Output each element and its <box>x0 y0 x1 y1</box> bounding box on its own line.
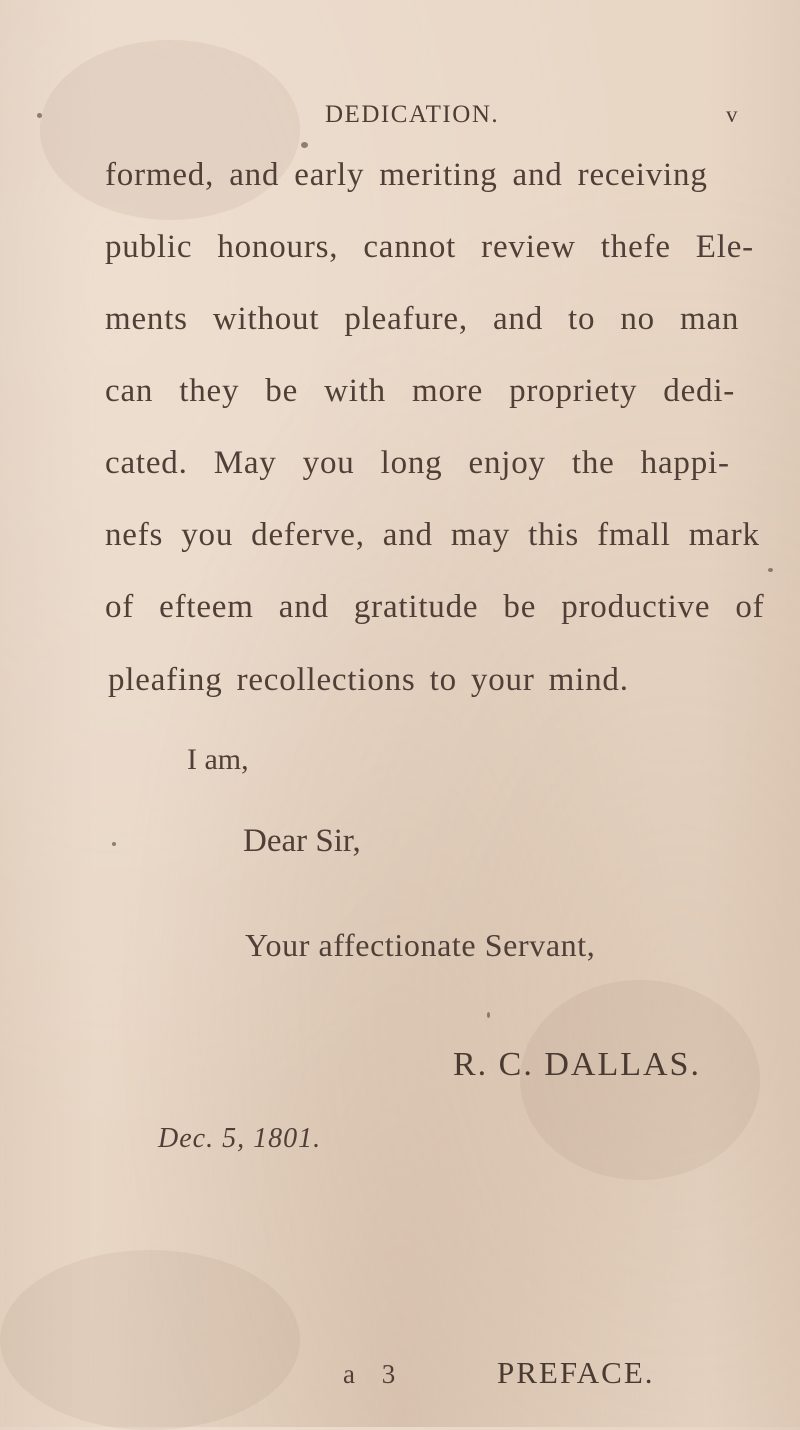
ink-speck <box>301 142 308 148</box>
page-number: v <box>726 102 738 127</box>
closing-phrase: I am, <box>187 743 249 776</box>
ink-speck <box>768 568 773 572</box>
body-line: of efteem and gratitude be productive of <box>105 589 765 625</box>
body-line: ments without pleafure, and to no man <box>105 301 740 337</box>
paper-stain <box>0 1250 300 1430</box>
salutation: Dear Sir, <box>243 823 361 859</box>
signoff: Your affectionate Servant, <box>245 927 596 963</box>
running-head: DEDICATION. <box>325 101 500 128</box>
catchword: PREFACE. <box>497 1355 655 1390</box>
body-line: pleafing recollections to your mind. <box>108 662 629 698</box>
ink-speck <box>37 113 42 118</box>
dedication-date: Dec. 5, 1801. <box>158 1123 322 1154</box>
body-line: cated. May you long enjoy the happi- <box>105 445 730 481</box>
body-line: nefs you deferve, and may this fmall mark <box>105 517 760 553</box>
body-line: formed, and early meriting and receiving <box>105 157 708 193</box>
body-line: can they be with more propriety dedi- <box>105 373 736 409</box>
ink-speck <box>487 1012 490 1018</box>
body-line: public honours, cannot review thefe Ele- <box>105 229 754 265</box>
ink-speck <box>112 842 116 846</box>
printer-signature-mark: a 3 <box>343 1359 406 1389</box>
author-signature: R. C. DALLAS. <box>453 1046 701 1083</box>
